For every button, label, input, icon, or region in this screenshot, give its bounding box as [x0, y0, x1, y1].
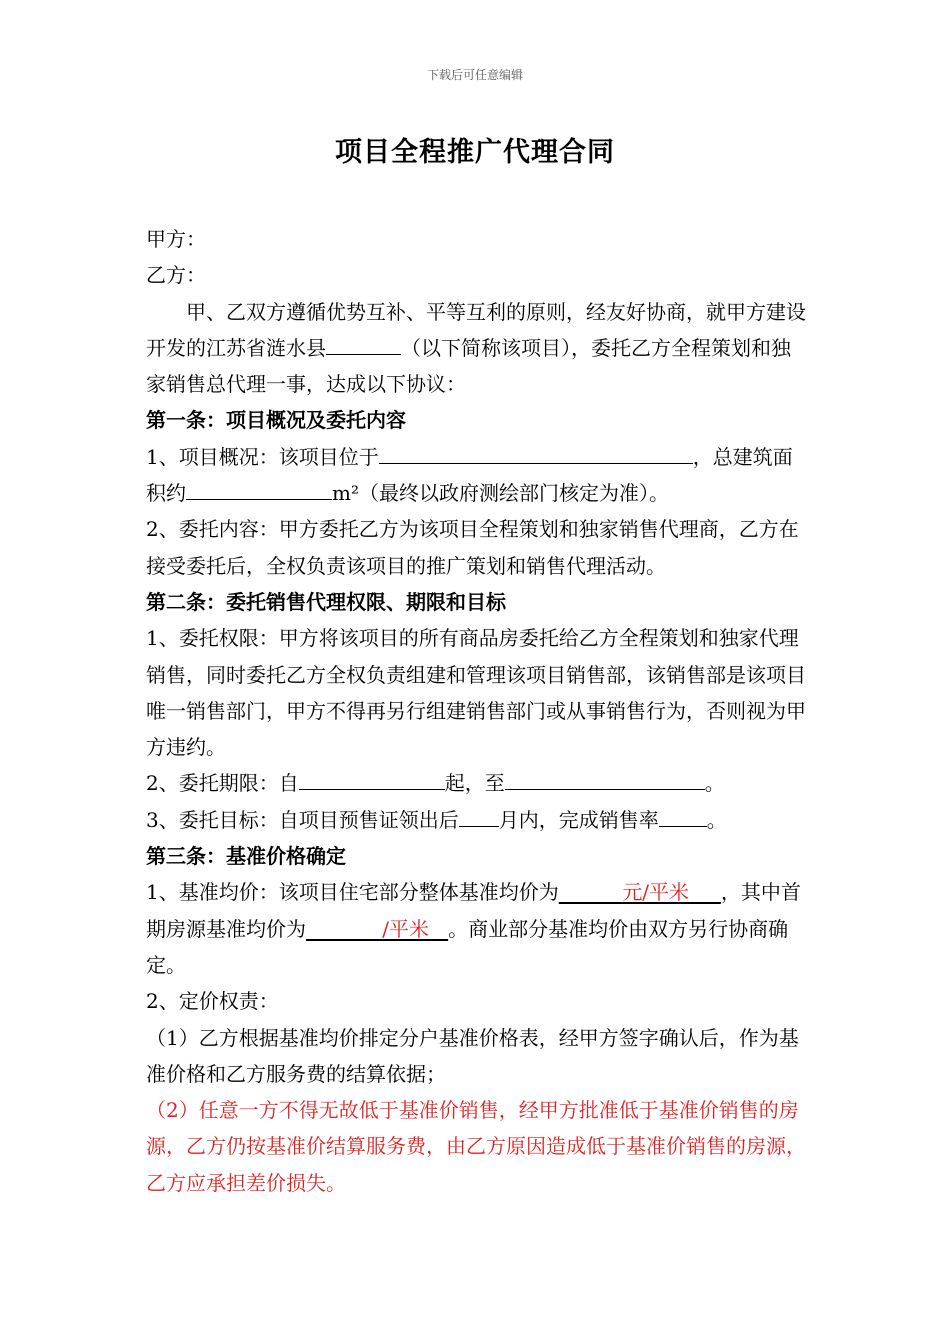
article-1-heading: 第一条：项目概况及委托内容	[146, 408, 406, 433]
item-text: m²（最终以政府测绘部门核定为准）。	[332, 481, 669, 506]
item-text: 月内，完成销售率	[498, 807, 659, 832]
article-3-item-2-2: （2）任意一方不得无故低于基准价销售，经甲方批准低于基准价销售的房源，乙方仍按基准价结算服务费，由乙方原因造成低于基准价销售的房源，乙方应承担差价损失。	[146, 1098, 806, 1195]
party-a-line: 甲方：	[146, 227, 206, 251]
document-title: 项目全程推广代理合同	[335, 137, 615, 168]
party-b-line: 乙方：	[146, 263, 206, 288]
item-text: 。	[704, 771, 725, 796]
article-3-item-2: 2、定价权责：	[146, 989, 279, 1014]
end-date-blank	[505, 769, 705, 790]
contract-body	[146, 221, 810, 1201]
intro-paragraph	[146, 294, 810, 403]
article-2-item-3	[146, 802, 810, 838]
article-3-item-2-1: （1）乙方根据基准均价排定分户基准价格表，经甲方签字确认后，作为基准价格和乙方服务费的结算依据；	[146, 1025, 799, 1086]
location-blank	[379, 443, 693, 464]
area-blank	[186, 479, 332, 500]
intro-text-1: 甲、乙双方遵循优势互补、平等互利的原则，经友好协商，就甲方建设开发的江苏省涟水县	[146, 299, 806, 360]
price-unit: /平米	[382, 916, 430, 941]
item-text: 1、基准均价：该项目住宅部分整体基准均价为	[146, 880, 559, 905]
price-blank-2	[306, 917, 448, 941]
page-header: 下载后可任意编辑	[426, 68, 523, 82]
article-1-item-1	[146, 439, 810, 512]
article-1-item-2: 2、委托内容：甲方委托乙方为该项目全程策划和独家销售代理商，乙方在接受委托后，全权负责该项目的推广策划和销售代理活动。	[146, 517, 799, 578]
item-text: ，其中首期房源基准均价为	[146, 880, 801, 941]
item-text: 1、项目概况：该项目位于	[146, 444, 379, 469]
item-text: 。	[706, 807, 727, 832]
price-unit: 元/平米	[622, 880, 690, 905]
rate-blank	[659, 806, 707, 827]
months-blank	[459, 806, 499, 827]
item-text: 2、委托期限：自	[146, 771, 299, 796]
item-text: ，总建筑面积约	[146, 444, 793, 506]
article-3-item-1	[146, 874, 810, 983]
price-blank-1	[559, 880, 721, 904]
item-text: 。商业部分基准均价由双方另行协商确定。	[146, 916, 789, 977]
article-2-item-2	[146, 765, 810, 801]
start-date-blank	[299, 769, 445, 790]
article-3-heading: 第三条：基准价格确定	[146, 844, 346, 869]
project-name-blank	[326, 334, 401, 355]
item-text: 起，至	[444, 771, 505, 796]
article-2-item-1: 1、委托权限：甲方将该项目的所有商品房委托给乙方全程策划和独家代理销售，同时委托乙方全权负责组建和管理该项目销售部，该销售部是该项目唯一销售部门，甲方不得再另行组建销售部门或从事销售行为，否则视为甲方违约。	[146, 626, 806, 760]
intro-text-2: （以下简称该项目），委托乙方全程策划和独家销售总代理一事，达成以下协议：	[146, 335, 791, 397]
item-text: 3、委托目标：自项目预售证领出后	[146, 807, 459, 832]
article-2-heading: 第二条：委托销售代理权限、期限和目标	[146, 589, 506, 614]
